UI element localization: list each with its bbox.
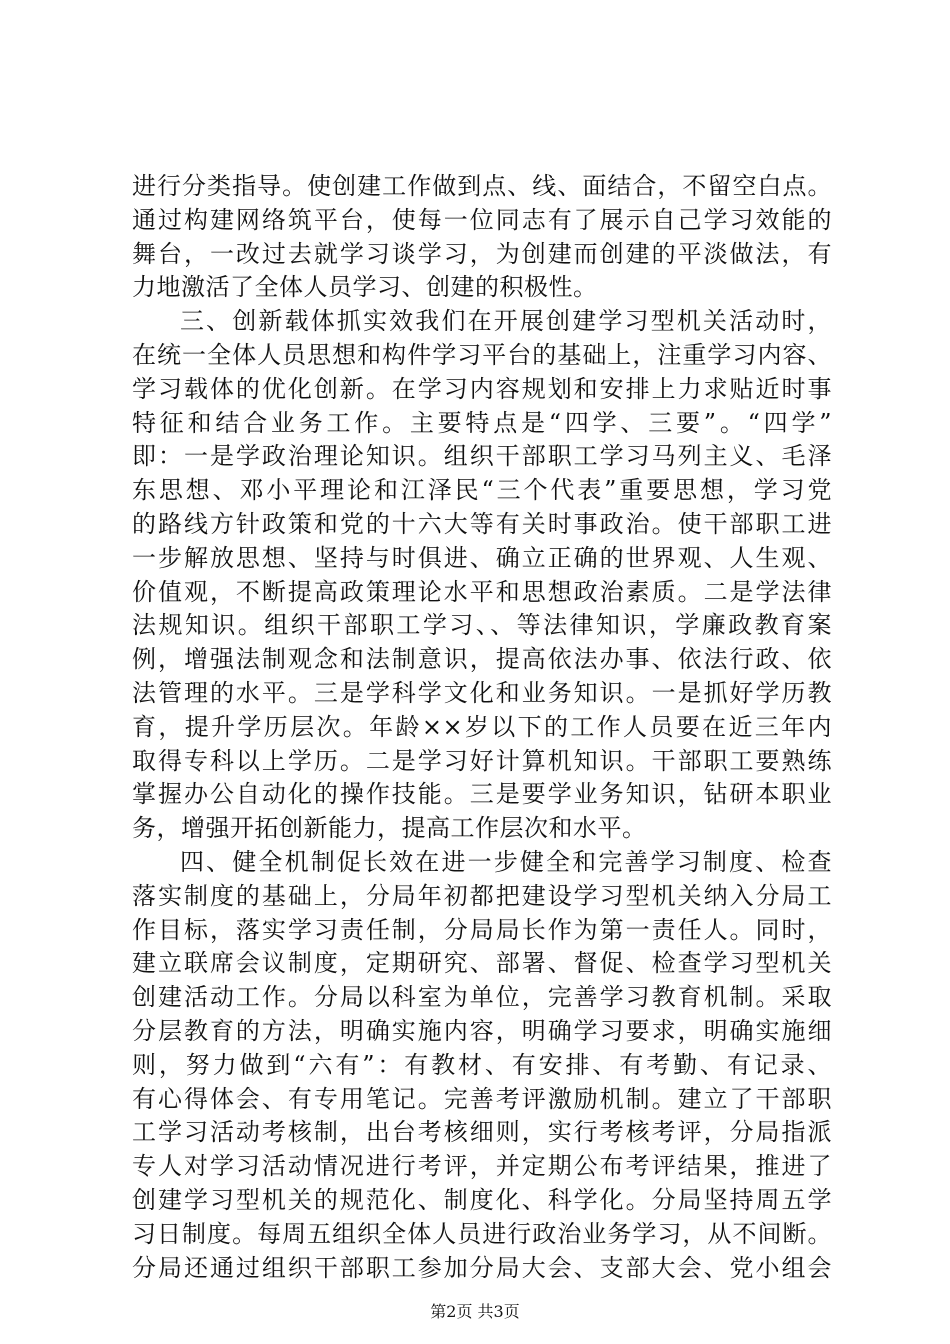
text-line: 价值观，不断提高政策理论水平和思想政治素质。二是学法律 [132,577,832,606]
text-line: 创建学习型机关的规范化、制度化、科学化。分局坚持周五学 [132,1185,832,1214]
text-line: 分层教育的方法，明确实施内容，明确学习要求，明确实施细 [132,1016,832,1045]
text-line: 法规知识。组织干部职工学习、、等法律知识，学廉政教育案 [132,611,832,640]
text-line: 分局还通过组织干部职工参加分局大会、支部大会、党小组会 [132,1253,832,1282]
text-line: 在统一全体人员思想和构件学习平台的基础上，注重学习内容、 [132,340,832,369]
text-line: 工学习活动考核制，出台考核细则，实行考核考评，分局指派 [132,1118,832,1147]
paragraph-heading-line: 三、创新载体抓实效我们在开展创建学习型机关活动时， [180,307,832,336]
text-line: 习日制度。每周五组织全体人员进行政治业务学习，从不间断。 [132,1219,832,1248]
text-line: 务，增强开拓创新能力，提高工作层次和水平。 [132,814,647,843]
text-line: 落实制度的基础上，分局年初都把建设学习型机关纳入分局工 [132,881,832,910]
text-line: 的路线方针政策和党的十六大等有关时事政治。使干部职工进 [132,509,832,538]
paragraph-heading-line: 四、健全机制促长效在进一步健全和完善学习制度、检查 [180,847,832,876]
text-line: 育，提升学历层次。年龄××岁以下的工作人员要在近三年内 [132,712,832,741]
text-line: 一步解放思想、坚持与时俱进、确立正确的世界观、人生观、 [132,543,832,572]
body-text [132,170,832,1285]
text-line: 例，增强法制观念和法制意识，提高依法办事、依法行政、依 [132,645,832,674]
text-line: 力地激活了全体人员学习、创建的积极性。 [132,273,598,302]
text-line: 进行分类指导。使创建工作做到点、线、面结合，不留空白点。 [132,172,832,200]
text-line: 取得专科以上学历。二是学习好计算机知识。干部职工要熟练 [132,746,832,775]
text-line: 专人对学习活动情况进行考评，并定期公布考评结果，推进了 [132,1152,832,1181]
text-line: 通过构建网络筑平台，使每一位同志有了展示自己学习效能的 [132,205,832,234]
text-line: 建立联席会议制度，定期研究、部署、督促、检查学习型机关 [132,949,832,978]
text-line: 则，努力做到“六有”：有教材、有安排、有考勤、有记录、 [132,1050,832,1079]
text-line: 掌握办公自动化的操作技能。三是要学业务知识，钻研本职业 [132,780,832,809]
text-line: 舞台，一改过去就学习谈学习，为创建而创建的平淡做法，有 [132,239,832,268]
text-line: 学习载体的优化创新。在学习内容规划和安排上力求贴近时事 [132,374,832,403]
text-line: 作目标，落实学习责任制，分局局长作为第一责任人。同时， [132,915,832,944]
text-line: 创建活动工作。分局以科室为单位，完善学习教育机制。采取 [132,983,832,1012]
text-line: 即：一是学政治理论知识。组织干部职工学习马列主义、毛泽 [132,442,832,471]
text-line: 有心得体会、有专用笔记。完善考评激励机制。建立了干部职 [132,1084,832,1113]
text-line: 法管理的水平。三是学科学文化和业务知识。一是抓好学历教 [132,678,832,707]
text-line: 东思想、邓小平理论和江泽民“三个代表”重要思想，学习党 [132,476,832,505]
page-number-footer: 第2页 共3页 [430,1302,520,1321]
text-line: 特征和结合业务工作。主要特点是“四学、三要”。“四学” [132,408,832,437]
